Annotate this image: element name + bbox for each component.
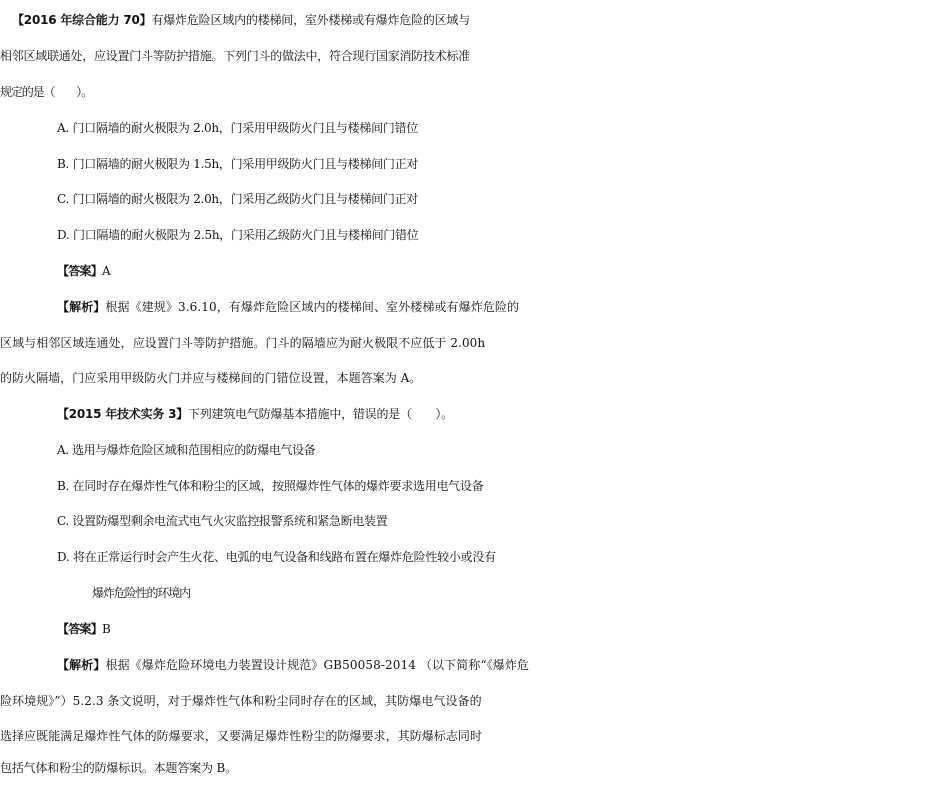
- q2-explanation-line-4: 包括气体和粉尘的防爆标识。本题答案为 B。: [0, 761, 237, 775]
- q2-explanation-line-1: [0, 647, 940, 683]
- q2-explanation-text-1: 根据《爆炸危险环境电力装置设计规范》GB50058-2014 （以下简称“《爆炸危: [105, 658, 530, 672]
- q2-explanation-line-2: 险环境规》”）5.2.3 条文说明，对于爆炸性气体和粉尘同时存在的区域，其防爆电气设备的: [0, 694, 482, 708]
- q1-explanation-line-2: 区域与相邻区域连通处，应设置门斗等防护措施。门斗的隔墙应为耐火极限不应低于 2.00h: [0, 336, 486, 350]
- q1-stem-text-1: 有爆炸危险区域内的楼梯间，室外楼梯或有爆炸危险的区域与: [151, 13, 471, 27]
- q1-stem-line-2: 相邻区域联通处，应设置门斗等防护措施。下列门斗的做法中，符合现行国家消防技术标准: [0, 49, 471, 63]
- q1-explanation-line-3: 的防火隔墙，门应采用甲级防火门并应与楼梯间的门错位设置，本题答案为 A。: [0, 371, 422, 385]
- q2-explanation-label: 【解析】: [57, 658, 106, 672]
- q1-option-d: D. 门口隔墙的耐火极限为 2.5h，门采用乙级防火门且与楼梯间门错位: [57, 228, 419, 242]
- q2-answer-label: 【答案】: [57, 622, 102, 636]
- q2-source-tag: 【2015 年技术实务 3】: [57, 407, 188, 421]
- q2-answer-value: B: [101, 622, 110, 636]
- q2-option-b: B. 在同时存在爆炸性气体和粉尘的区域，按照爆炸性气体的爆炸要求选用电气设备: [57, 479, 484, 493]
- q2-option-d-continued: 爆炸危险性的环境内: [92, 586, 191, 600]
- q1-explanation-line-1: [0, 289, 940, 325]
- q1-explanation-label: 【解析】: [57, 300, 106, 314]
- q2-stem-line: [0, 396, 940, 432]
- q2-stem-text: 下列建筑电气防爆基本措施中，错误的是（ ）。: [188, 407, 453, 421]
- q1-option-c: C. 门口隔墙的耐火极限为 2.0h，门采用乙级防火门且与楼梯间门正对: [57, 192, 419, 206]
- q2-option-a: A. 选用与爆炸危险区域和范围相应的防爆电气设备: [57, 443, 316, 457]
- q2-option-d: D. 将在正常运行时会产生火花、电弧的电气设备和线路布置在爆炸危险性较小或没有: [57, 550, 496, 564]
- q1-answer-label: 【答案】: [57, 264, 102, 278]
- q2-option-c: C. 设置防爆型剩余电流式电气火灾监控报警系统和紧急断电装置: [57, 514, 388, 528]
- q1-stem-line-1: [0, 2, 940, 38]
- q1-explanation-text-1: 根据《建规》3.6.10，有爆炸危险区域内的楼梯间、室外楼梯或有爆炸危险的: [105, 300, 520, 314]
- q1-option-b: B. 门口隔墙的耐火极限为 1.5h，门采用甲级防火门且与楼梯间门正对: [57, 157, 419, 171]
- q1-source-tag: 【2016 年综合能力 70】: [12, 13, 152, 27]
- q1-stem-line-3: 规定的是（ ）。: [0, 85, 93, 99]
- q1-answer: [0, 253, 940, 289]
- q2-answer: [0, 611, 940, 647]
- q1-answer-value: A: [101, 264, 110, 278]
- q2-explanation-line-3: 选择应既能满足爆炸性气体的防爆要求，又要满足爆炸性粉尘的防爆要求，其防爆标志同时: [0, 729, 483, 743]
- q1-option-a: A. 门口隔墙的耐火极限为 2.0h，门采用甲级防火门且与楼梯间门错位: [57, 121, 418, 135]
